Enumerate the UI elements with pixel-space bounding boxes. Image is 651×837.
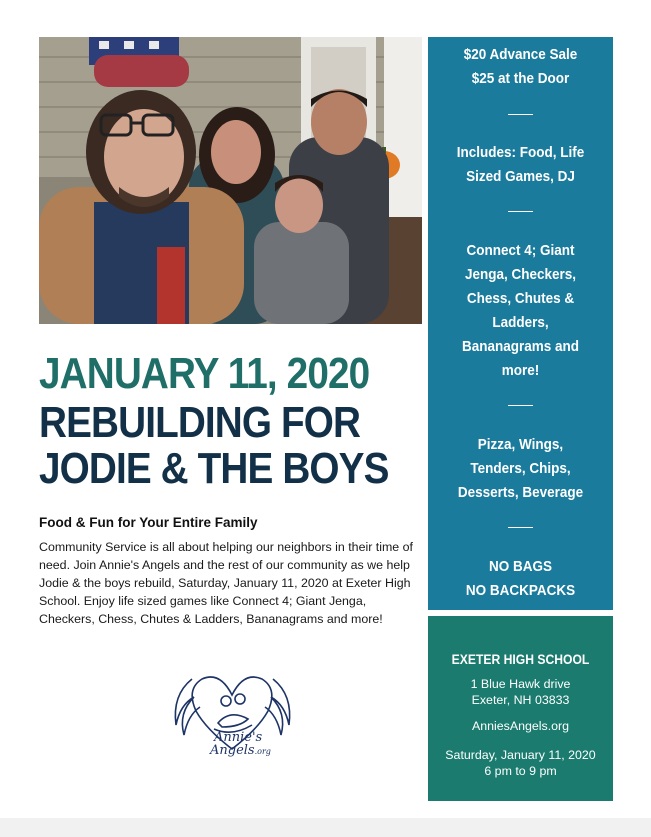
rules-block: [437, 555, 604, 603]
event-title-line-2: JODIE & THE BOYS: [39, 444, 389, 493]
games-line-5: Bananagrams and: [461, 338, 580, 355]
includes-line-2: Sized Games, DJ: [466, 168, 575, 185]
games-line-2: Jenga, Checkers,: [464, 266, 577, 283]
logo-org-text: .org: [254, 747, 271, 756]
event-date-heading: JANUARY 11, 2020: [39, 349, 370, 398]
family-photo-illustration: [39, 37, 422, 324]
pricing-block: [437, 43, 604, 91]
location-panel-green: [428, 616, 613, 801]
event-title-line-1: REBUILDING FOR: [39, 398, 361, 447]
website-link[interactable]: AnniesAngels.org: [471, 719, 570, 733]
price-advance: $20 Advance Sale: [463, 46, 578, 63]
food-line-2: Tenders, Chips,: [470, 460, 571, 477]
games-line-4: Ladders,: [492, 314, 549, 331]
games-block: [437, 239, 604, 383]
games-line-6: more!: [501, 362, 540, 379]
event-date-line: Saturday, January 11, 2020: [445, 748, 596, 762]
annies-angels-logo: [170, 665, 295, 765]
includes-block: [437, 141, 604, 189]
food-block: [437, 433, 604, 505]
games-line-3: Chess, Chutes &: [466, 290, 575, 307]
logo-wordmark: [210, 730, 271, 758]
includes-line-1: Includes: Food, Life: [456, 144, 585, 161]
event-title: [39, 400, 389, 492]
family-photo: [39, 37, 422, 324]
logo-angels-text: Angels: [210, 743, 255, 758]
logo-line-2: [210, 744, 271, 758]
street-address: 1 Blue Hawk drive: [470, 677, 571, 691]
divider-4: [508, 527, 533, 528]
city-address: Exeter, NH 03833: [471, 693, 570, 707]
divider-2: [508, 211, 533, 212]
divider-1: [508, 114, 533, 115]
info-panel-blue: [428, 37, 613, 610]
rule-no-backpacks: NO BACKPACKS: [465, 582, 576, 599]
rule-no-bags: NO BAGS: [488, 558, 552, 575]
event-time-line: 6 pm to 9 pm: [484, 764, 557, 778]
event-subhead: Food & Fun for Your Entire Family: [39, 515, 258, 530]
price-door: $25 at the Door: [471, 70, 570, 87]
food-line-1: Pizza, Wings,: [477, 436, 564, 453]
logo-line-1: Annie's: [214, 730, 263, 745]
school-name: EXETER HIGH SCHOOL: [451, 652, 590, 667]
food-line-3: Desserts, Beverage: [457, 484, 584, 501]
games-line-1: Connect 4; Giant: [466, 242, 575, 259]
event-description: Community Service is all about helping our neighbors in their time of need. Join Annie's Angels and the rest of our community as we help Jodie & the boys rebuild, Saturday, January 11, 2020 at Exeter High School. Enjoy life sized games like Connect 4; Giant Jenga, Checkers, Chess, Chutes & Ladders, Bananagrams and more!: [39, 540, 413, 626]
divider-3: [508, 405, 533, 406]
